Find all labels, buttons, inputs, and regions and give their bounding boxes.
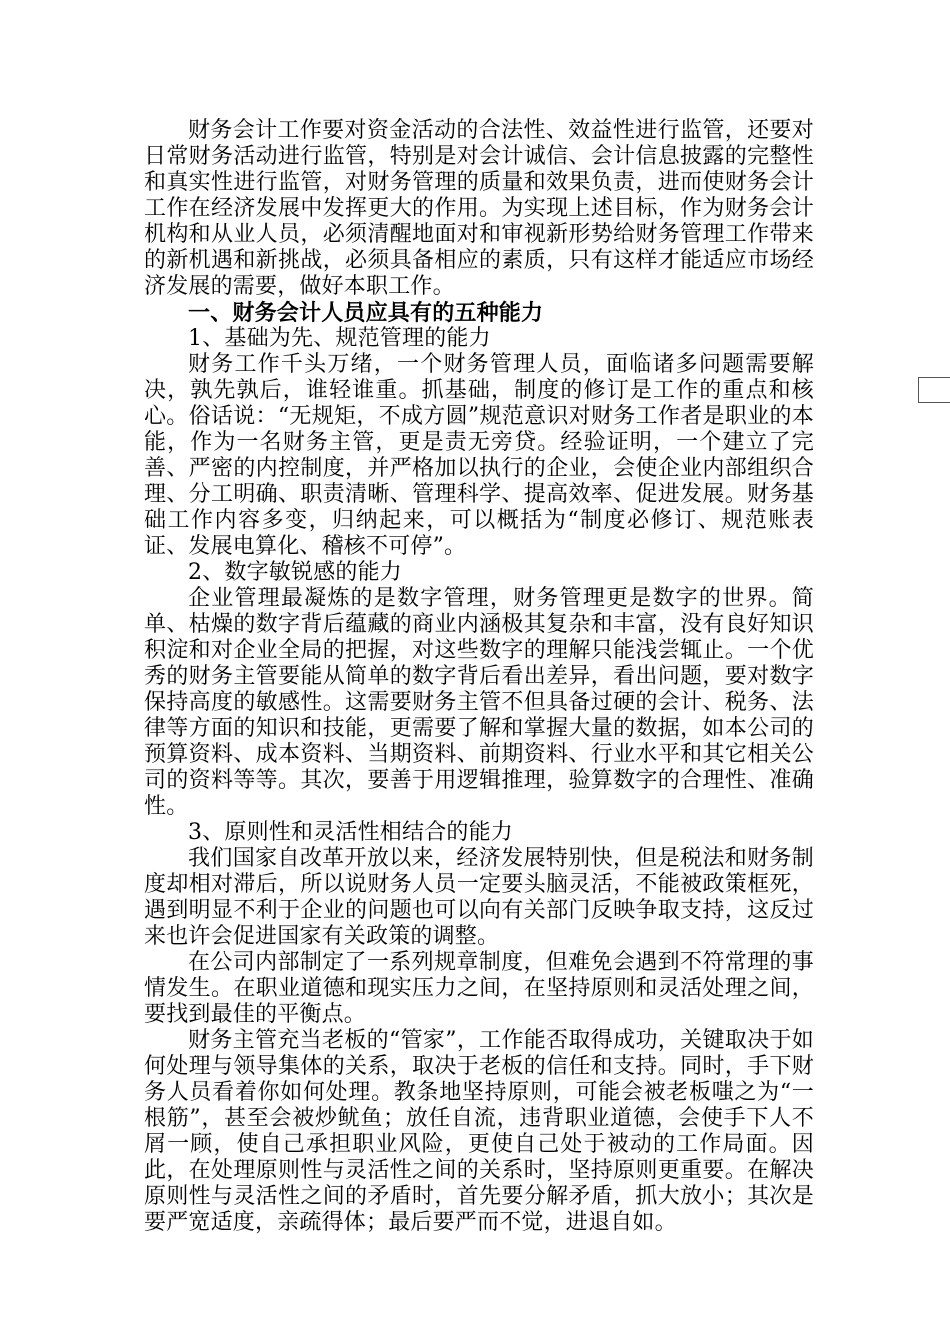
body-paragraph-1: 财务工作千头万绪，一个财务管理人员，面临诸多问题需要解决，孰先孰后，谁轻谁重。抓基础，制度的修订是工作的重点和核心。俗话说：“无规矩，不成方圆”规范意识对财务工作者是职业的本能，作为一名财务主管，更是责无旁贷。经验证明，一个建立了完善、严密的内控制度，并严格加以执行的企业，会使企业内部组织合理、分工明确、职责清晰、管理科学、提高效率、促进发展。财务基础工作内容多变，归纳起来，可以概括为“制度必修订、规范账表证、发展电算化、稽核不可停”。	[144, 352, 814, 559]
body-paragraph-5: 财务主管充当老板的“管家”，工作能否取得成功，关键取决于如何处理与领导集体的关系，取决于老板的信任和支持。同时，手下财务人员看着你如何处理。教条地坚持原则，可能会被老板嗤之为“一根筋”，甚至会被炒鱿鱼；放任自流，违背职业道德，会使手下人不屑一顾，使自己承担职业风险，更使自己处于被动的工作局面。因此，在处理原则性与灵活性之间的关系时，坚持原则更重要。在解决原则性与灵活性之间的矛盾时，首先要分解矛盾，抓大放小；其次是要严宽适度，亲疏得体；最后要严而不觉，进退自如。	[144, 1028, 814, 1235]
subsection-heading-3: 3、原则性和灵活性相结合的能力	[188, 820, 513, 845]
intro-paragraph: 财务会计工作要对资金活动的合法性、效益性进行监管，还要对日常财务活动进行监管，特别是对会计诚信、会计信息披露的完整性和真实性进行监管，对财务管理的质量和效果负责，进而使财务会计工作在经济发展中发挥更大的作用。为实现上述目标，作为财务会计机构和从业人员，必须清醒地面对和审视新形势给财务管理工作带来的新机遇和新挑战，必须具备相应的素质，只有这样才能适应市场经济发展的需要，做好本职工作。	[144, 118, 814, 299]
body-paragraph-3: 我们国家自改革开放以来，经济发展特别快，但是税法和财务制度却相对滞后，所以说财务人员一定要头脑灵活，不能被政策框死，遇到明显不利于企业的问题也可以向有关部门反映争取支持，这反过来也许会促进国家有关政策的调整。	[144, 846, 814, 949]
subsection-heading-2: 2、数字敏锐感的能力	[188, 560, 402, 585]
margin-comment-box	[918, 377, 950, 403]
body-paragraph-4: 在公司内部制定了一系列规章制度，但难免会遇到不符常理的事情发生。在职业道德和现实压力之间，在坚持原则和灵活处理之间，要找到最佳的平衡点。	[144, 950, 814, 1027]
document-page	[144, 118, 814, 1236]
body-paragraph-2: 企业管理最凝炼的是数字管理，财务管理更是数字的世界。简单、枯燥的数字背后蕴藏的商业内涵极其复杂和丰富，没有良好知识积淀和对企业全局的把握，对这些数字的理解只能浅尝辄止。一个优秀的财务主管要能从简单的数字背后看出差异，看出问题，要对数字保持高度的敏感性。这需要财务主管不但具备过硬的会计、税务、法律等方面的知识和技能，更需要了解和掌握大量的数据，如本公司的预算资料、成本资料、当期资料、前期资料、行业水平和其它相关公司的资料等等。其次，要善于用逻辑推理，验算数字的合理性、准确性。	[144, 586, 814, 819]
subsection-heading-1: 1、基础为先、规范管理的能力	[188, 326, 491, 351]
section-heading: 一、财务会计人员应具有的五种能力	[188, 300, 544, 326]
